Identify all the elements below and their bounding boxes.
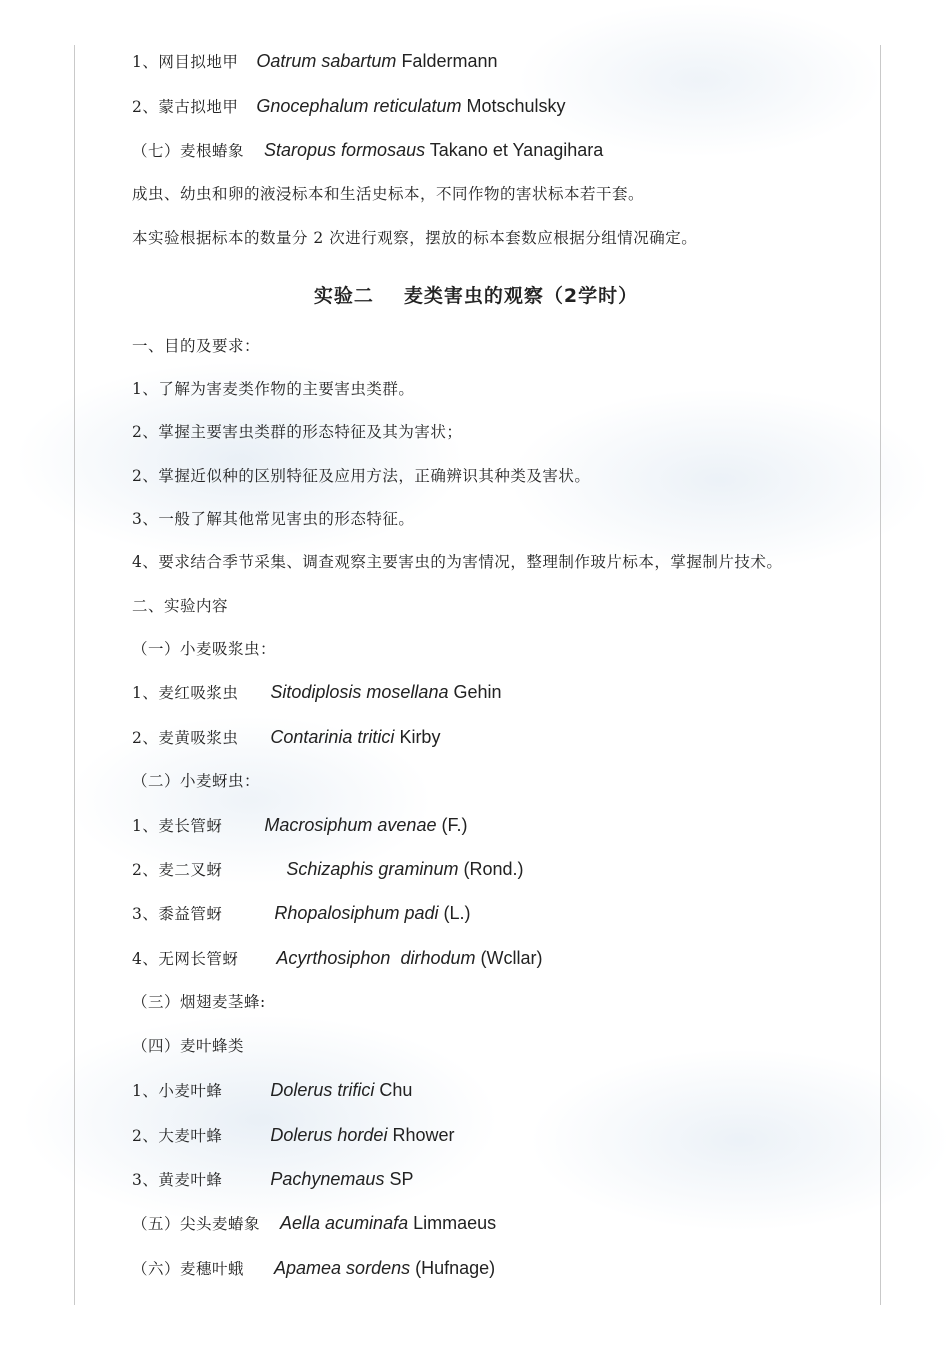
section-label: （七）麦根蝽象 (132, 142, 245, 160)
species-author: Chu (379, 1080, 413, 1100)
right-margin-line (880, 45, 881, 1305)
species-author: (Rond.) (463, 859, 524, 879)
species-latin-name: Acyrthosiphon dirhodum (276, 948, 476, 968)
species-line (132, 859, 524, 880)
section-species-line (132, 140, 603, 161)
list-item: 1、了解为害麦类作物的主要害虫类群。 (132, 380, 415, 398)
species-author: Faldermann (401, 51, 498, 71)
species-common-name: 3、黍益管蚜 (132, 905, 223, 923)
species-latin-name: Contarinia tritici (270, 727, 395, 747)
species-author: Takano et Yanagihara (429, 140, 604, 160)
category-title: （一）小麦吸浆虫： (132, 640, 277, 658)
species-common-name: 2、大麦叶蜂 (132, 1127, 223, 1145)
species-author: SP (389, 1169, 414, 1189)
species-author: Limmaeus (413, 1213, 497, 1233)
section-label: （六）麦穗叶蛾 (132, 1260, 245, 1278)
section-species-line (132, 1213, 496, 1234)
species-line (132, 1125, 454, 1146)
species-latin-name: Dolerus trifici (270, 1080, 375, 1100)
species-author: Motschulsky (466, 96, 566, 116)
species-line (132, 51, 497, 72)
species-line (132, 96, 566, 117)
species-latin-name: Sitodiplosis mosellana (270, 682, 449, 702)
species-author: Kirby (399, 727, 441, 747)
list-item: 3、一般了解其他常见害虫的形态特征。 (132, 510, 415, 528)
species-author: (Wcllar) (480, 948, 543, 968)
species-common-name: 2、麦黄吸浆虫 (132, 729, 239, 747)
species-common-name: 1、麦红吸浆虫 (132, 684, 239, 702)
species-common-name: 2、蒙古拟地甲 (132, 98, 239, 116)
species-author: Gehin (453, 682, 502, 702)
category-title: （四）麦叶蜂类 (132, 1037, 245, 1055)
category-title: （二）小麦蚜虫： (132, 772, 261, 790)
species-line (132, 1080, 412, 1101)
species-line (132, 1169, 413, 1190)
list-item: 2、掌握主要害虫类群的形态特征及其为害状； (132, 423, 463, 441)
paragraph: 成虫、幼虫和卵的液浸标本和生活史标本，不同作物的害状标本若干套。 (132, 185, 645, 203)
species-common-name: 2、麦二叉蚜 (132, 861, 223, 879)
section-heading (0, 281, 952, 308)
species-latin-name: Oatrum sabartum (256, 51, 397, 71)
species-author: (L.) (443, 903, 471, 923)
species-line (132, 948, 542, 969)
species-latin-name: Aella acuminafa (280, 1213, 409, 1233)
species-common-name: 1、麦长管蚜 (132, 817, 223, 835)
species-latin-name: Dolerus hordei (270, 1125, 388, 1145)
species-latin-name: Macrosiphum avenae (264, 815, 437, 835)
species-common-name: 1、小麦叶蜂 (132, 1082, 223, 1100)
paragraph: 本实验根据标本的数量分 2 次进行观察，摆放的标本套数应根据分组情况确定。 (132, 229, 698, 247)
species-line (132, 903, 471, 924)
species-latin-name: Pachynemaus (270, 1169, 385, 1189)
species-common-name: 1、网目拟地甲 (132, 53, 239, 71)
heading-number: 实验二 (313, 285, 374, 307)
species-common-name: 3、黄麦叶蜂 (132, 1171, 223, 1189)
category-title: （三）烟翅麦茎蜂: (132, 993, 266, 1011)
species-author: (Hufnage) (415, 1258, 496, 1278)
left-margin-line (74, 45, 75, 1305)
species-latin-name: Apamea sordens (274, 1258, 411, 1278)
heading-title: 麦类害虫的观察（2学时） (403, 285, 639, 307)
species-line (132, 727, 440, 748)
species-common-name: 4、无网长管蚜 (132, 950, 239, 968)
species-author: (F.) (441, 815, 468, 835)
species-author: Rhower (392, 1125, 455, 1145)
species-latin-name: Staropus formosaus (264, 140, 426, 160)
section-species-line (132, 1258, 495, 1279)
species-latin-name: Schizaphis graminum (286, 859, 459, 879)
list-item: 4、要求结合季节采集、调查观察主要害虫的为害情况，整理制作玻片标本，掌握制片技术。 (132, 553, 783, 571)
section-label: （五）尖头麦蝽象 (132, 1215, 261, 1233)
species-latin-name: Rhopalosiphum padi (274, 903, 439, 923)
list-item: 2、掌握近似种的区别特征及应用方法，正确辨识其种类及害状。 (132, 467, 591, 485)
species-latin-name: Gnocephalum reticulatum (256, 96, 462, 116)
subsection-title: 二、实验内容 (132, 597, 229, 615)
subsection-title: 一、目的及要求： (132, 337, 261, 355)
species-line (132, 815, 467, 836)
species-line (132, 682, 502, 703)
